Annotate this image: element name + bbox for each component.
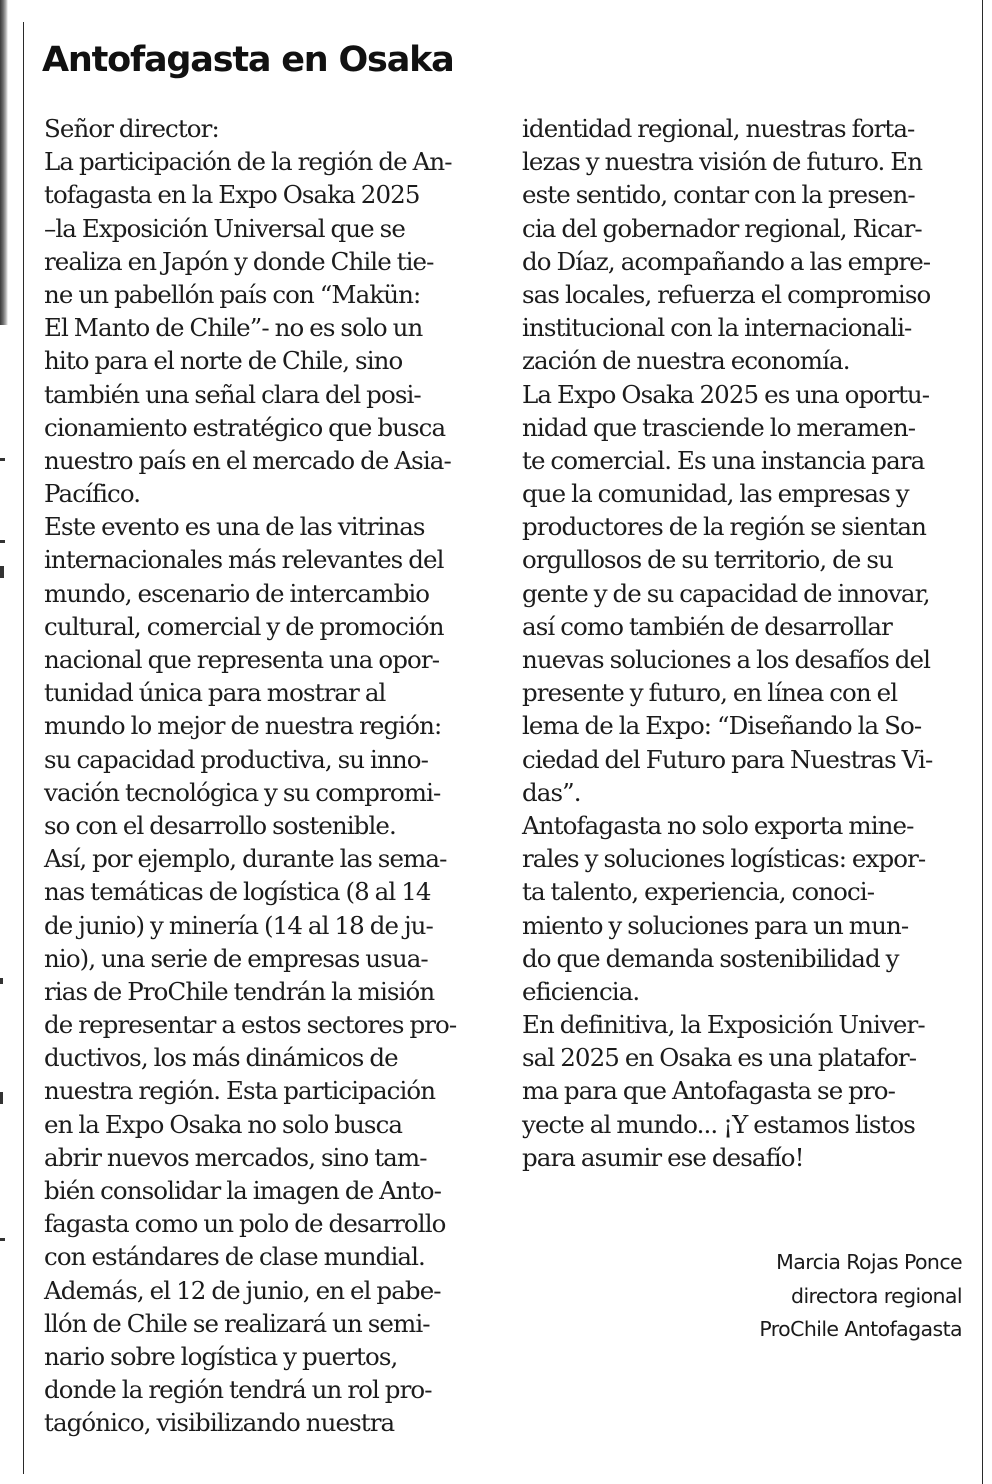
text-line: ta talento, experiencia, conoci- bbox=[522, 877, 875, 907]
edge-mark bbox=[0, 978, 3, 984]
text-line: también una señal clara del posi- bbox=[44, 379, 421, 409]
text-line: institucional con la internacionali- bbox=[522, 313, 912, 343]
article-column-right bbox=[522, 112, 966, 1174]
text-line: su capacidad productiva, su inno- bbox=[44, 744, 428, 774]
page-margin bbox=[0, 0, 18, 1484]
text-line: cia del gobernador regional, Ricar- bbox=[522, 213, 922, 243]
text-line: tofagasta en la Expo Osaka 2025 bbox=[44, 180, 420, 210]
article-headline: Antofagasta en Osaka bbox=[42, 40, 454, 80]
text-line: presente y futuro, en línea con el bbox=[522, 678, 898, 708]
text-line: rias de ProChile tendrán la misión bbox=[44, 976, 435, 1006]
text-line: te comercial. Es una instancia para bbox=[522, 445, 925, 475]
text-line: –la Exposición Universal que se bbox=[44, 213, 405, 243]
text-line: gente y de su capacidad de innovar, bbox=[522, 578, 930, 608]
text-line: La Expo Osaka 2025 es una oportu- bbox=[522, 379, 930, 409]
text-line: donde la región tendrá un rol pro- bbox=[44, 1375, 432, 1405]
text-line: ductivos, los más dinámicos de bbox=[44, 1043, 398, 1073]
text-line: fagasta como un polo de desarrollo bbox=[44, 1209, 446, 1239]
text-line: así como también de desarrollar bbox=[522, 611, 892, 641]
edge-mark bbox=[0, 1238, 5, 1241]
text-line: mundo lo mejor de nuestra región: bbox=[44, 711, 442, 741]
text-line: abrir nuevos mercados, sino tam- bbox=[44, 1142, 427, 1172]
text-line: para asumir ese desafío! bbox=[522, 1142, 804, 1172]
edge-mark bbox=[0, 566, 4, 578]
signature-role: directora regional bbox=[791, 1283, 962, 1308]
text-line: realiza en Japón y donde Chile tie- bbox=[44, 246, 434, 276]
text-line: productores de la región se sientan bbox=[522, 512, 927, 542]
text-line: Este evento es una de las vitrinas bbox=[44, 512, 425, 542]
text-line: ne un pabellón país con “Makün: bbox=[44, 279, 421, 309]
text-line: ciedad del Futuro para Nuestras Vi- bbox=[522, 744, 933, 774]
text-line: sas locales, refuerza el compromiso bbox=[522, 279, 931, 309]
text-line: vación tecnológica y su compromi- bbox=[44, 777, 441, 807]
text-line: das”. bbox=[522, 777, 581, 807]
text-line: Pacífico. bbox=[44, 479, 141, 509]
text-line: cionamiento estratégico que busca bbox=[44, 412, 446, 442]
text-line: Señor director: bbox=[44, 114, 219, 143]
text-line: bién consolidar la imagen de Anto- bbox=[44, 1176, 441, 1205]
text-line: hito para el norte de Chile, sino bbox=[44, 346, 403, 376]
text-line: identidad regional, nuestras forta- bbox=[522, 114, 915, 143]
text-line: nuestro país en el mercado de Asia- bbox=[44, 445, 451, 475]
text-line: ma para que Antofagasta se pro- bbox=[522, 1076, 896, 1106]
text-line: cultural, comercial y de promoción bbox=[44, 611, 444, 641]
text-line: que la comunidad, las empresas y bbox=[522, 479, 909, 509]
right-border-rule bbox=[982, 0, 983, 1484]
text-line: nuestra región. Esta participación bbox=[44, 1076, 436, 1106]
edge-mark bbox=[0, 540, 5, 543]
text-line: tagónico, visibilizando nuestra bbox=[44, 1408, 395, 1438]
text-line: tunidad única para mostrar al bbox=[44, 678, 386, 708]
text-line: internacionales más relevantes del bbox=[44, 545, 444, 575]
text-line: miento y soluciones para un mun- bbox=[522, 910, 909, 940]
text-line: El Manto de Chile”- no es solo un bbox=[44, 313, 423, 343]
text-line: eficiencia. bbox=[522, 976, 640, 1006]
text-line: Así, por ejemplo, durante las sema- bbox=[44, 844, 447, 874]
text-line: sal 2025 en Osaka es una platafor- bbox=[522, 1043, 917, 1073]
text-line: nario sobre logística y puertos, bbox=[44, 1341, 398, 1371]
text-line: so con el desarrollo sostenible. bbox=[44, 810, 396, 840]
text-line: nas temáticas de logística (8 al 14 bbox=[44, 877, 431, 907]
text-line: mundo, escenario de intercambio bbox=[44, 578, 430, 608]
adjacent-page-edge bbox=[0, 0, 8, 325]
edge-mark bbox=[0, 458, 5, 461]
signature-name: Marcia Rojas Ponce bbox=[776, 1250, 962, 1274]
text-line: nuevas soluciones a los desafíos del bbox=[522, 645, 931, 674]
text-line: do que demanda sostenibilidad y bbox=[522, 943, 899, 973]
text-line: nio), una serie de empresas usua- bbox=[44, 943, 428, 973]
text-line: lema de la Expo: “Diseñando la So- bbox=[522, 711, 922, 741]
edge-mark bbox=[0, 1092, 3, 1104]
text-line: rales y soluciones logísticas: expor- bbox=[522, 844, 926, 874]
text-line: Antofagasta no solo exporta mine- bbox=[522, 810, 914, 840]
text-line: de representar a estos sectores pro- bbox=[44, 1010, 457, 1040]
text-line: yecte al mundo... ¡Y estamos listos bbox=[522, 1109, 915, 1139]
left-border-rule bbox=[23, 22, 24, 1474]
text-line: do Díaz, acompañando a las empre- bbox=[522, 246, 931, 276]
text-line: zación de nuestra economía. bbox=[522, 346, 850, 376]
text-line: Además, el 12 de junio, en el pabe- bbox=[44, 1275, 441, 1305]
article-column-left bbox=[44, 112, 490, 1440]
signature-organization: ProChile Antofagasta bbox=[759, 1317, 962, 1341]
text-line: lezas y nuestra visión de futuro. En bbox=[522, 147, 923, 177]
letter-signature bbox=[759, 1246, 962, 1347]
text-line: En definitiva, la Exposición Univer- bbox=[522, 1010, 925, 1040]
text-line: nacional que representa una opor- bbox=[44, 645, 440, 674]
text-line: nidad que trasciende lo meramen- bbox=[522, 412, 916, 442]
text-line: de junio) y minería (14 al 18 de ju- bbox=[44, 910, 433, 940]
text-line: en la Expo Osaka no solo busca bbox=[44, 1109, 403, 1139]
text-line: con estándares de clase mundial. bbox=[44, 1242, 425, 1272]
text-line: orgullosos de su territorio, de su bbox=[522, 545, 893, 575]
text-line: este sentido, contar con la presen- bbox=[522, 180, 915, 210]
text-line: La participación de la región de An- bbox=[44, 147, 452, 177]
text-line: llón de Chile se realizará un semi- bbox=[44, 1308, 430, 1338]
